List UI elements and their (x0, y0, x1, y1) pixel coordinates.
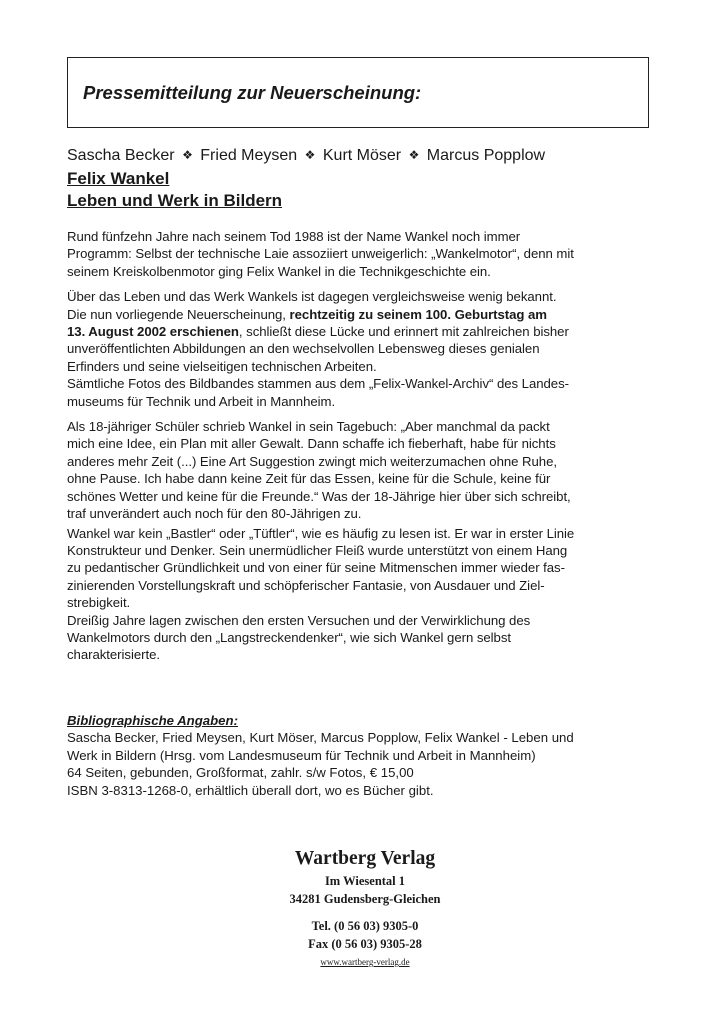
publisher-city: 34281 Gudensberg-Gleichen (289, 892, 441, 906)
paragraph-publication (67, 288, 647, 410)
text-line (67, 323, 647, 340)
publisher-block (0, 846, 708, 969)
diamond-separator-icon: ❖ (304, 148, 316, 162)
book-title-line: Felix Wankel (67, 169, 170, 188)
text-line: seinem Kreiskolbenmotor ging Felix Wankel in die Technikgeschichte ein. (67, 263, 491, 279)
publisher-website-link[interactable]: www.wartberg-verlag.de (320, 957, 410, 967)
text-line: ohne Pause. Ich habe dann keine Zeit für das Essen, keine für die Schule, keine für (67, 471, 551, 487)
text-line: Dreißig Jahre lagen zwischen den ersten Versuchen und der Verwirklichung des (67, 612, 531, 628)
paragraph-diary-quote (67, 418, 647, 522)
text-line: museums für Technik und Arbeit in Mannheim. (67, 393, 336, 409)
text-line: Rund fünfzehn Jahre nach seinem Tod 1988 ist der Name Wankel noch immer (67, 229, 521, 244)
book-subtitle-line: Leben und Werk in Bildern (67, 191, 283, 210)
text-line: schönes Wetter und keine für die Freunde.“ Was der 18-Jährige hier über sich schreibt, (67, 488, 571, 504)
text-line: Über das Leben und das Werk Wankels ist dagegen vergleichsweise wenig bekannt. (67, 289, 557, 305)
text-line: anderes mehr Zeit (...) Eine Art Suggestion zwingt mich weiterzumachen ohne Ruhe, (67, 453, 557, 469)
text-line: traf unverändert auch noch für den 80-Jährigen zu. (67, 506, 362, 522)
bibliography-line: Werk in Bildern (Hrsg. vom Landesmuseum für Technik und Arbeit in Mannheim) (67, 747, 536, 763)
text-line (67, 306, 647, 323)
text-line: Sämtliche Fotos des Bildbandes stammen aus dem „Felix-Wankel-Archiv“ des Landes- (67, 376, 569, 392)
text-line: zu pedantischer Gründlichkeit und von einer für seine Mitmenschen immer wieder fas- (67, 560, 565, 576)
header-box (67, 57, 649, 128)
text-line: charakterisierte. (67, 647, 160, 663)
text-segment: , schließt diese Lücke und erinnert mit zahlreichen bisher (238, 324, 569, 340)
publisher-phone: Tel. (0 56 03) 9305-0 (311, 919, 419, 933)
paragraph-intro (67, 228, 647, 280)
press-body (67, 228, 647, 672)
paragraph-character (67, 525, 647, 664)
text-line: Wankelmotors durch den „Langstreckendenker“, wie sich Wankel gern selbst (67, 629, 512, 645)
highlight-text: rechtzeitig zu seinem 100. Geburtstag am (289, 306, 547, 322)
bibliography-line: ISBN 3-8313-1268-0, erhältlich überall dort, wo es Bücher gibt. (67, 782, 434, 798)
text-segment: Die nun vorliegende Neuerscheinung, (67, 306, 290, 322)
author-list (67, 147, 545, 165)
publisher-street: Im Wiesental 1 (324, 874, 406, 888)
author-name: Fried Meysen (200, 147, 298, 164)
highlight-text: 13. August 2002 erschienen (67, 324, 239, 340)
author-name: Marcus Popplow (426, 147, 546, 164)
text-line: Wankel war kein „Bastler“ oder „Tüftler“, wie es häufig zu lesen ist. Er war in erster Linie (67, 525, 575, 541)
text-line: unveröffentlichten Abbildungen an den wechselvollen Lebensweg dieses genialen (67, 341, 540, 357)
author-name: Kurt Möser (322, 147, 402, 164)
text-line: Programm: Selbst der technische Laie assoziiert unweigerlich: „Wankelmotor“, denn mit (67, 246, 574, 262)
text-line: Als 18-jähriger Schüler schrieb Wankel in sein Tagebuch: „Aber manchmal da packt (67, 419, 550, 435)
spacer (0, 908, 708, 917)
diamond-separator-icon: ❖ (408, 148, 420, 162)
text-line: zinierenden Vorstellungskraft und schöpferischer Fantasie, von Ausdauer und Ziel- (67, 577, 545, 593)
bibliography-line: Sascha Becker, Fried Meysen, Kurt Möser, Marcus Popplow, Felix Wankel - Leben und (67, 730, 574, 746)
text-line: Konstrukteur und Denker. Sein unermüdlicher Fleiß wurde unterstützt von einem Hang (67, 542, 568, 558)
press-release-title: Pressemitteilung zur Neuerscheinung: (83, 82, 422, 103)
diamond-separator-icon: ❖ (182, 148, 193, 162)
author-name: Sascha Becker (67, 147, 175, 164)
bibliography (67, 712, 647, 799)
book-title (67, 168, 282, 212)
publisher-fax: Fax (0 56 03) 9305-28 (308, 937, 422, 951)
publisher-name: Wartberg Verlag (294, 848, 436, 869)
bibliography-heading: Bibliographische Angaben: (67, 713, 238, 728)
text-line: strebigkeit. (67, 595, 131, 611)
text-line: Erfinders und seine vielseitigen technischen Arbeiten. (67, 358, 377, 374)
text-line: mich eine Idee, ein Plan mit aller Gewalt. Dann schaffe ich fieberhaft, habe für nichts (67, 436, 556, 452)
bibliography-line: 64 Seiten, gebunden, Großformat, zahlr. s/w Fotos, € 15,00 (67, 765, 414, 781)
